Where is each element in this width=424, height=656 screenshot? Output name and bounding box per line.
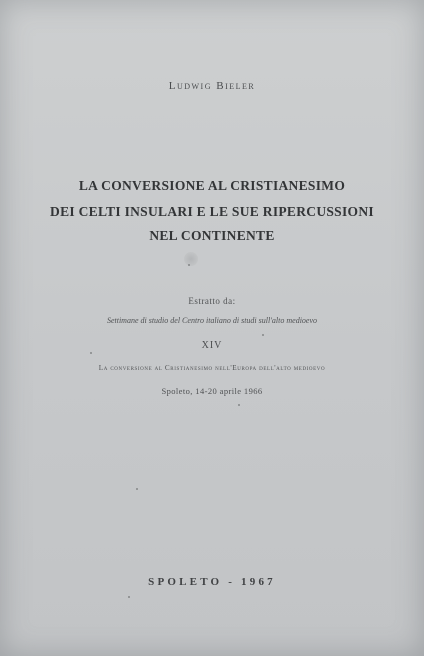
title-line-1: LA CONVERSIONE AL CRISTIANESIMO [78,178,346,193]
paper-speck [136,488,138,490]
publisher-imprint: SPOLETO - 1967 [148,576,276,588]
paper-speck [262,334,264,336]
title-line-2: DEI CELTI INSULARI E LE SUE RIPERCUSSIONI [50,204,374,219]
extract-label: Estratto da: [188,296,236,306]
title-line-3: NEL CONTINENTE [149,228,275,243]
paper-smudge [184,252,198,266]
volume-title: La conversione al Cristianesimo nell'Europa dell'alto medioevo [98,364,326,372]
author-name: Ludwig Bieler [168,80,256,92]
paper-speck [90,352,92,354]
series-title: Settimane di studio del Centro italiano di studi sull'alto medioevo [106,316,318,325]
paper-speck [188,264,190,266]
conference-place-date: Spoleto, 14-20 aprile 1966 [161,386,263,396]
paper-speck [238,404,240,406]
paper-speck [128,596,130,598]
volume-number: XIV [201,340,223,351]
